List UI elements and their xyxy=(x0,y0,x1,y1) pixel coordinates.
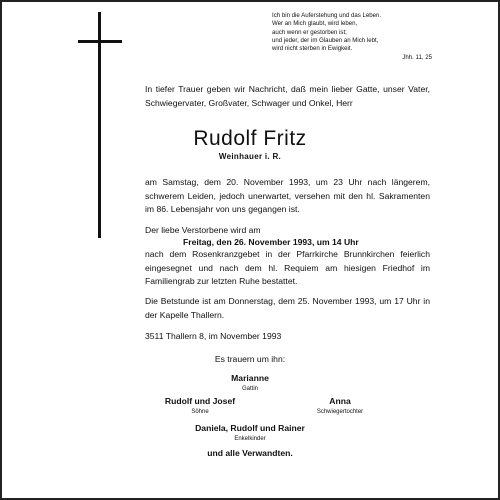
mourner-sons-name: Rudolf und Josef xyxy=(164,396,236,406)
mourners-heading: Es trauern um ihn: xyxy=(214,354,286,364)
intro-text: In tiefer Trauer geben wir Nachricht, daß mein lieber Gatte, unser Vater, Schwiegervater, Großvater, Schwager und Onkel, Herr xyxy=(145,84,430,108)
funeral-intro: Der liebe Verstorbene wird am xyxy=(145,225,261,235)
place-date: 3511 Thallern 8, im November 1993 xyxy=(145,331,282,341)
deceased-occupation: Weinhauer i. R. xyxy=(218,152,282,161)
scripture-line: Ich bin die Auferstehung und das Leben. xyxy=(272,12,382,19)
death-notice: am Samstag, dem 20. November 1993, um 23 Uhr nach längerem, schwerem Leiden, jedoch unerwartet, versehen mit den hl. Sakramenten im 86. Lebensjahr von uns gegangen ist. xyxy=(145,177,430,214)
scripture-line: auch wenn er gestorben ist; xyxy=(272,28,347,36)
mourner-grandchildren-name: Daniela, Rudolf und Rainer xyxy=(195,423,305,433)
scripture-reference: Jhh. 11, 25 xyxy=(402,54,432,62)
prayer-hour: Die Betstunde ist am Donnerstag, dem 25. November 1993, um 17 Uhr in der Kapelle Thallern. xyxy=(145,296,430,320)
funeral-details: nach dem Rosenkranzgebet in der Pfarrkirche Brunnkirchen feierlich eingesegnet und nach dem hl. Requiem am hiesigen Friedhof im Familiengrab zur letzten Ruhe bestattet. xyxy=(145,249,430,286)
cross-vertical-bar xyxy=(98,12,101,238)
cross-horizontal-bar xyxy=(78,40,122,43)
mourner-daughter-in-law-name: Anna xyxy=(329,396,351,406)
page-border-top xyxy=(0,0,500,2)
mourner-grandchildren-relation: Enkelkinder xyxy=(234,436,266,442)
mourner-wife-relation: Gattin xyxy=(241,386,258,392)
mourner-relatives: und alle Verwandten. xyxy=(207,448,293,458)
scripture-line: Wer an Mich glaubt, wird leben, xyxy=(272,20,358,28)
deceased-name: Rudolf Fritz xyxy=(193,127,307,150)
scripture-line: und jeder, der im Glauben an Mich lebt, xyxy=(272,36,379,44)
mourner-wife-name: Marianne xyxy=(231,373,269,383)
scripture-line: wird nicht sterben in Ewigkeit. xyxy=(272,45,353,53)
mourner-sons-relation: Söhne xyxy=(191,409,209,415)
funeral-date: Freitag, den 26. November 1993, um 14 Uhr xyxy=(183,237,359,247)
scripture-quote xyxy=(272,12,432,63)
mourner-daughter-in-law-relation: Schwiegertochter xyxy=(316,409,364,415)
